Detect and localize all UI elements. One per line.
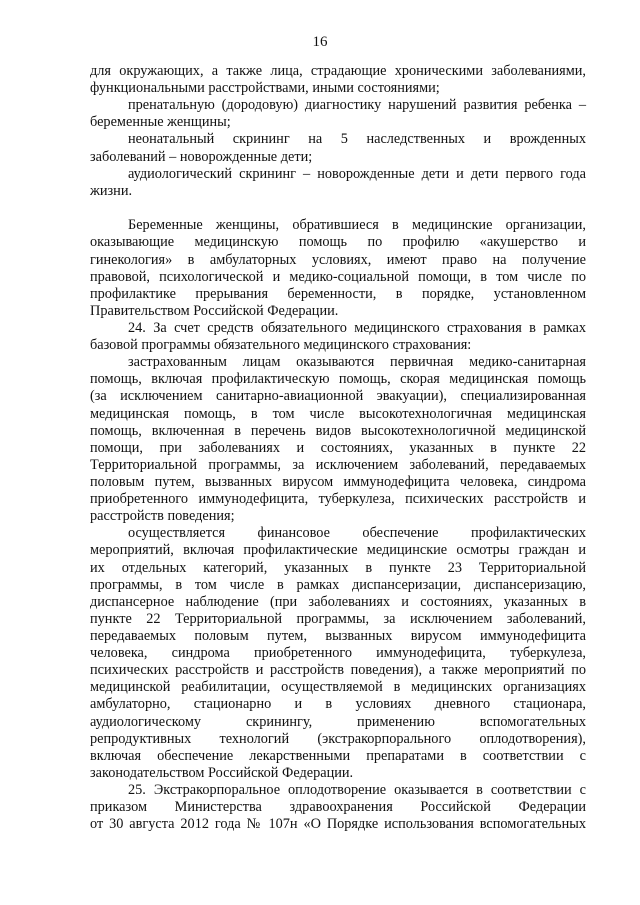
text-line: приказом Министерства здравоохранения Российской Федерации: [90, 799, 586, 816]
paragraph: [90, 166, 586, 200]
text-line: приобретенного иммунодефицита, туберкулеза, психических расстройств и: [90, 491, 586, 508]
text-line: пункте 22 Территориальной программы, за исключением заболеваний,: [90, 610, 586, 627]
text-line: профилактике прерывания беременности, в порядке, установленном: [90, 285, 586, 302]
text-line: передаваемых половым путем, вызванных вирусом иммунодефицита: [90, 628, 586, 644]
text-line: осуществляется финансовое обеспечение профилактических: [128, 525, 586, 542]
text-line: помощи, при заболеваниях и состояниях, указанных в пункте 22: [90, 439, 586, 456]
text-line: (за исключением санитарно-авиационной эвакуации), специализированная: [90, 388, 586, 405]
text-line: репродуктивных технологий (экстракорпорального оплодотворения),: [90, 730, 586, 747]
paragraph: [90, 63, 586, 97]
text-line: человека, синдрома приобретенного иммунодефицита, туберкулеза,: [90, 645, 586, 662]
text-line: Территориальной программы, за исключением заболеваний, передаваемых: [90, 456, 586, 473]
text-line: неонатальный скрининг на 5 наследственных и врожденных: [128, 131, 586, 148]
document-body: [90, 63, 586, 833]
paragraph: [90, 131, 586, 165]
text-line: заболеваний – новорожденные дети;: [90, 148, 313, 165]
text-line: 24. За счет средств обязательного медицинского страхования в рамках: [128, 320, 586, 337]
text-line: расстройств поведения;: [90, 508, 235, 525]
paragraph: [90, 320, 586, 354]
text-line: правовой, психологической и медико-социальной помощи, в том числе по: [90, 268, 586, 285]
text-line: помощь, включая профилактическую помощь, скорая медицинская помощь: [90, 371, 586, 388]
text-line: базовой программы обязательного медицинского страхования:: [90, 337, 472, 354]
text-line: амбулаторно, стационарно и в условиях дневного стационара,: [90, 696, 586, 713]
text-line: Беременные женщины, обратившиеся в медицинские организации,: [128, 217, 586, 234]
paragraph: [90, 217, 586, 320]
text-line: 25. Экстракорпоральное оплодотворение оказывается в соответствии с: [128, 781, 586, 798]
text-line: функциональными расстройствами, иными состояниями;: [90, 80, 440, 97]
text-line: пренатальную (дородовую) диагностику нарушений развития ребенка –: [128, 97, 586, 114]
text-line: программы, в том числе в рамках диспансеризации, диспансеризацию,: [90, 576, 586, 593]
text-line: медицинская помощь, в том числе высокотехнологичная медицинская: [90, 405, 586, 422]
paragraph: [90, 525, 586, 782]
text-line: гинекология» в амбулаторных условиях, имеют право на получение: [90, 251, 586, 268]
text-line: для окружающих, а также лица, страдающие хроническими заболеваниями,: [90, 63, 586, 79]
text-line: аудиологический скрининг – новорожденные дети и дети первого года: [128, 165, 586, 182]
text-line: оказывающие медицинскую помощь по профилю «акушерство и: [90, 234, 586, 251]
text-line: жизни.: [90, 182, 133, 199]
paragraph: [90, 97, 586, 131]
paragraph: [90, 354, 586, 525]
text-line: беременные женщины;: [90, 114, 231, 131]
text-line: законодательством Российской Федерации.: [90, 764, 354, 781]
text-line: медицинской реабилитации, осуществляемой в медицинских организациях: [90, 679, 586, 696]
text-line: Правительством Российской Федерации.: [90, 302, 339, 319]
text-line: застрахованным лицам оказываются первичная медико-санитарная: [128, 354, 586, 371]
page-number: 16: [312, 34, 328, 50]
text-line: аудиологическому скринингу, применению вспомогательных: [90, 713, 586, 730]
text-line: от 30 августа 2012 года № 107н «О Порядке использования вспомогательных: [90, 816, 586, 833]
text-line: половым путем, вызванных вирусом иммунодефицита человека, синдрома: [90, 474, 586, 491]
text-line: помощь, включенная в перечень видов высокотехнологичной медицинской: [90, 422, 586, 439]
text-line: диспансерное наблюдение (при заболеваниях и состояниях, указанных в: [90, 593, 586, 610]
paragraph: [90, 782, 586, 833]
text-line: их отдельных категорий, указанных в пункте 23 Территориальной: [90, 559, 586, 576]
text-line: мероприятий, включая профилактические медицинские осмотры граждан и: [90, 542, 586, 559]
paragraph-gap: [90, 200, 586, 218]
text-line: включая обеспечение лекарственными препаратами в соответствии с: [90, 747, 586, 764]
text-line: психических расстройств и расстройств поведения), а также мероприятий по: [90, 662, 586, 679]
